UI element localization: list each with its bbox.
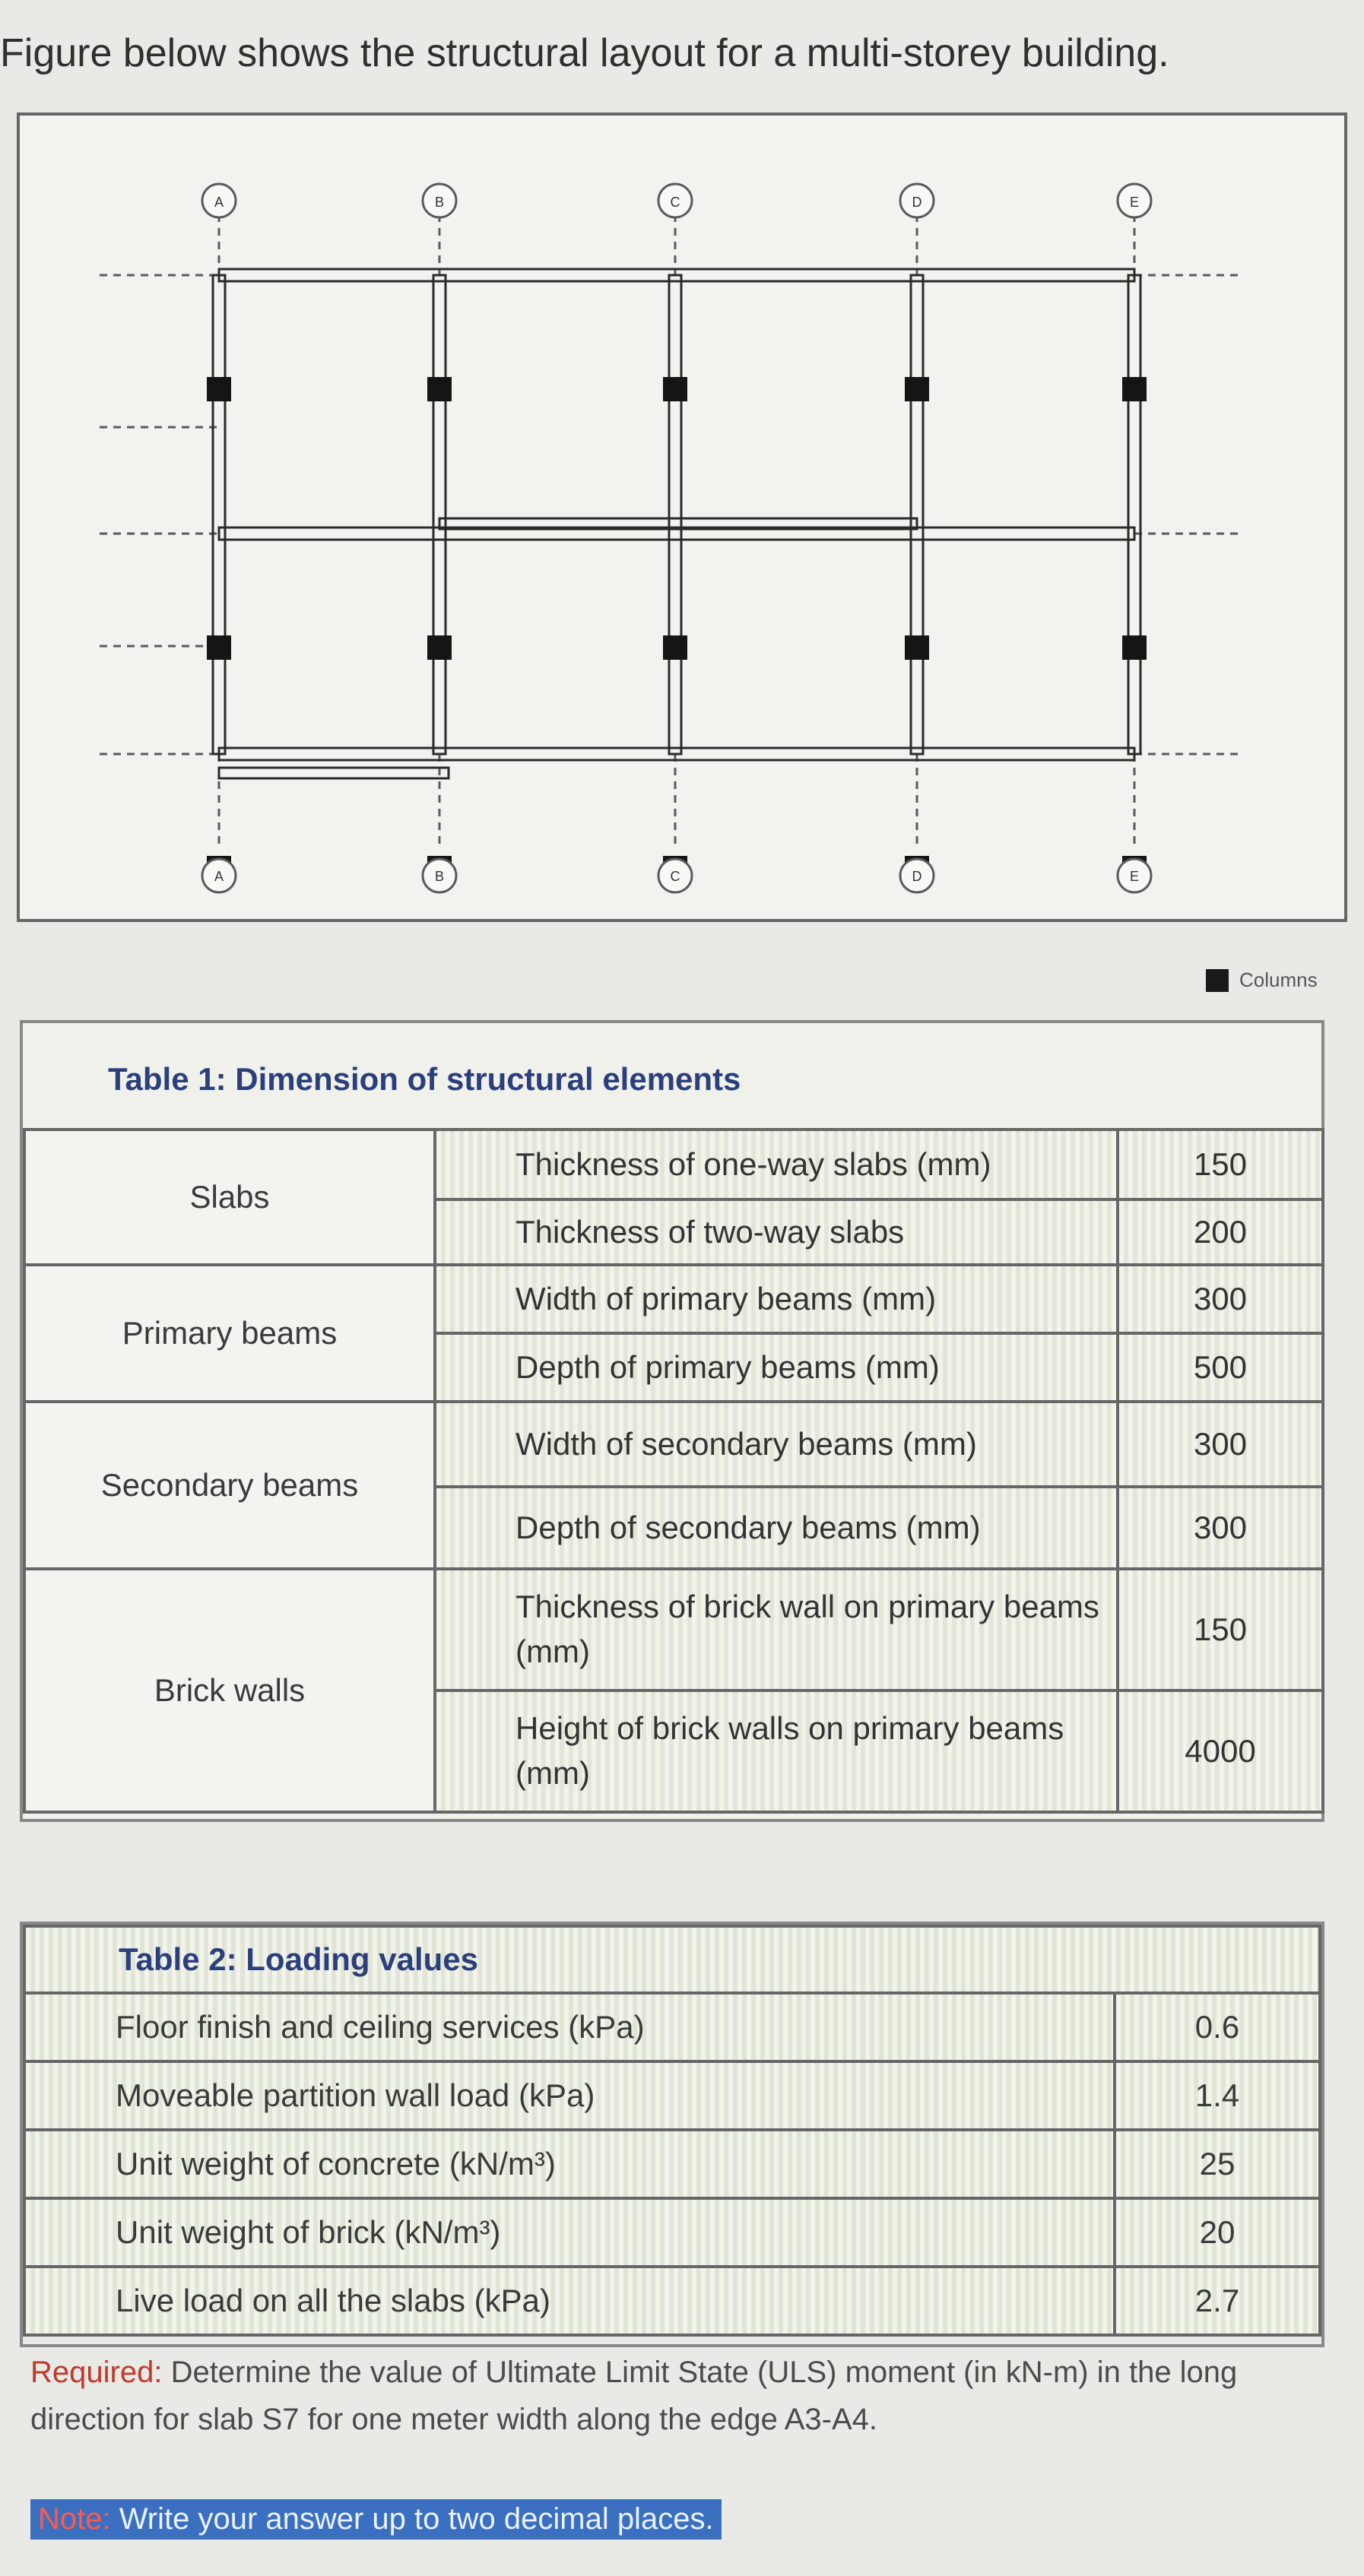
column <box>207 377 231 401</box>
table2-container <box>20 1922 1324 2347</box>
table-row <box>24 2130 1320 2198</box>
grid-label-top: B <box>434 195 445 210</box>
column <box>663 377 687 401</box>
table1 <box>23 1128 1324 1814</box>
table1-cell-value: 300 <box>1118 1487 1323 1569</box>
grid-label-top: E <box>1129 195 1140 210</box>
column <box>1122 377 1147 401</box>
table1-cell-value: 150 <box>1118 1569 1323 1690</box>
table1-cell-value: 150 <box>1118 1130 1323 1199</box>
table1-group-primary-beams: Primary beams <box>24 1265 435 1402</box>
table2-cell-value: 20 <box>1115 2198 1320 2267</box>
table1-group-brick-walls: Brick walls <box>24 1569 435 1812</box>
table-row <box>24 1402 1323 1487</box>
table2-cell-label: Unit weight of concrete (kN/m³) <box>24 2130 1115 2198</box>
table1-cell-label: Depth of secondary beams (mm) <box>435 1487 1118 1569</box>
layout-plan <box>20 116 1344 919</box>
table2-cell-label: Unit weight of brick (kN/m³) <box>24 2198 1115 2267</box>
table1-cell-value: 300 <box>1118 1265 1323 1333</box>
secondary-beam <box>219 768 449 778</box>
primary-beam <box>911 275 923 754</box>
legend-label: Columns <box>1239 968 1318 991</box>
table1-cell-value: 4000 <box>1118 1690 1323 1812</box>
table1-container <box>20 1020 1324 1822</box>
table1-cell-label: Thickness of two-way slabs <box>435 1199 1118 1265</box>
primary-beam <box>433 275 446 754</box>
table1-cell-label: Thickness of one-way slabs (mm) <box>435 1130 1118 1199</box>
table2-cell-value: 0.6 <box>1115 1993 1320 2061</box>
table-row <box>24 1926 1320 1993</box>
column <box>1122 635 1147 660</box>
table-row <box>24 1130 1323 1199</box>
column <box>663 635 687 660</box>
table2-cell-label: Floor finish and ceiling services (kPa) <box>24 1993 1115 2061</box>
required-statement <box>30 2349 1353 2443</box>
note-text: Write your answer up to two decimal places. <box>119 2502 714 2536</box>
grid-label-bottom: B <box>434 869 445 884</box>
table1-cell-label: Thickness of brick wall on primary beams (mm) <box>435 1569 1118 1690</box>
column <box>207 635 231 660</box>
intro-text: Figure below shows the structural layout for a multi-storey building. <box>0 31 1169 75</box>
required-text: Determine the value of Ultimate Limit State (ULS) moment (in kN-m) in the long direction for slab S7 for one meter width along the edge A3-A4. <box>30 2356 1238 2436</box>
column <box>427 635 452 660</box>
grid-label-top: C <box>670 195 680 210</box>
table-row <box>24 1265 1323 1333</box>
legend <box>1206 968 1318 992</box>
table-row <box>24 2061 1320 2130</box>
table2-cell-label: Live load on all the slabs (kPa) <box>24 2267 1115 2335</box>
table-row <box>24 1993 1320 2061</box>
table1-group-slabs: Slabs <box>24 1130 435 1265</box>
table1-cell-label: Height of brick walls on primary beams (mm) <box>435 1690 1118 1812</box>
table2-cell-value: 1.4 <box>1115 2061 1320 2130</box>
table1-cell-value: 300 <box>1118 1402 1323 1487</box>
primary-beam <box>669 275 681 754</box>
grid-label-bottom: C <box>670 869 680 884</box>
note <box>30 2499 722 2540</box>
table1-cell-value: 500 <box>1118 1333 1323 1402</box>
grid-label-bottom: E <box>1129 869 1140 884</box>
note-label: Note: <box>38 2502 111 2536</box>
table2-cell-value: 2.7 <box>1115 2267 1320 2335</box>
table-row <box>24 1569 1323 1690</box>
table2 <box>23 1925 1321 2337</box>
table2-cell-label: Moveable partition wall load (kPa) <box>24 2061 1115 2130</box>
grid-label-bottom: A <box>214 869 224 884</box>
column <box>905 377 929 401</box>
table1-cell-value: 200 <box>1118 1199 1323 1265</box>
table1-title: Table 1: Dimension of structural elements <box>108 1061 741 1097</box>
table1-cell-label: Width of primary beams (mm) <box>435 1265 1118 1333</box>
table1-cell-label: Depth of primary beams (mm) <box>435 1333 1118 1402</box>
structural-layout-figure <box>17 112 1347 991</box>
table2-title: Table 2: Loading values <box>24 1926 1320 1993</box>
table-row <box>24 2198 1320 2267</box>
table1-cell-label: Width of secondary beams (mm) <box>435 1402 1118 1487</box>
grid-label-top: A <box>214 195 224 210</box>
column <box>905 635 929 660</box>
grid-label-top: D <box>912 195 922 210</box>
required-label: Required: <box>30 2356 163 2389</box>
primary-beam <box>213 275 225 754</box>
table2-cell-value: 25 <box>1115 2130 1320 2198</box>
column-legend-swatch <box>1206 969 1229 992</box>
primary-beam <box>1128 275 1140 754</box>
table1-group-secondary-beams: Secondary beams <box>24 1402 435 1569</box>
grid-label-bottom: D <box>912 869 922 884</box>
table-row <box>24 2267 1320 2335</box>
column <box>427 377 452 401</box>
